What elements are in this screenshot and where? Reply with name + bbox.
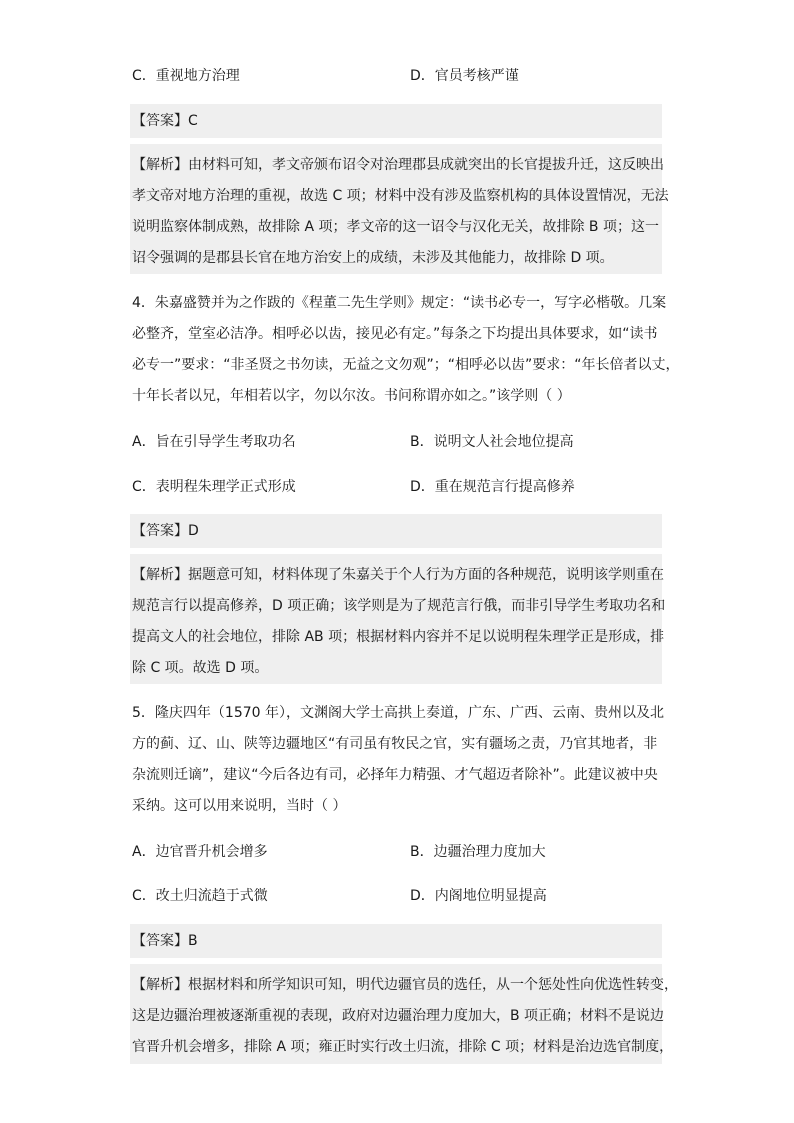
- q4-stem-line: 4．朱嘉盛赞并为之作跋的《程董二先生学则》规定：“读书必专一，写字必楷敬。几案: [132, 295, 667, 311]
- q5-answer-box: [130, 924, 662, 958]
- q4-answer: 【答案】D: [132, 523, 199, 539]
- q5-stem-line: 方的蓟、辽、山、陕等边疆地区“有司虽有牧民之官，实有疆场之责，乃官其地者，非: [132, 736, 658, 752]
- q3-analysis-line: 孝文帝对地方治理的重视，故选 C 项；材料中没有涉及监察机构的具体设置情况，无法: [132, 188, 669, 204]
- q4-option-a: A．旨在引导学生考取功名: [132, 434, 296, 450]
- q4-analysis-line: 除 C 项。故选 D 项。: [132, 660, 269, 676]
- q4-stem-line: 必专一”要求：“非圣贤之书勿读，无益之文勿观”；“相呼必以齿”要求：“年长倍者以丈，: [132, 357, 680, 373]
- q5-stem-line: 采纳。这可以用来说明，当时（ ）: [132, 798, 347, 814]
- q4-option-c: C．表明程朱理学正式形成: [132, 479, 296, 495]
- q5-option-b: B．边疆治理力度加大: [410, 844, 546, 860]
- q4-answer-box: [130, 514, 662, 548]
- q3-option-d: D．官员考核严谨: [410, 68, 519, 84]
- q5-analysis-line: 【解析】根据材料和所学知识可知，明代边疆官员的选任，从一个惩处性向优选性转变，: [132, 977, 678, 993]
- q5-stem-line: 5．隆庆四年（1570 年），文渊阁大学士高拱上奏道，广东、广西、云南、贵州以及北: [132, 705, 664, 721]
- q3-analysis-line: 【解析】由材料可知，孝文帝颁布诏令对治理郡县成就突出的长官提拔升迁，这反映出: [132, 157, 664, 173]
- q4-stem-line: 十年长者以兄，年相若以字，勿以尔汝。书问称谓亦如之。”该学则（ ）: [132, 388, 571, 404]
- q3-option-c: C．重视地方治理: [132, 68, 240, 84]
- q4-analysis-line: 【解析】据题意可知，材料体现了朱嘉关于个人行为方面的各种规范，说明该学则重在: [132, 567, 664, 583]
- q3-answer-box: [130, 104, 662, 138]
- q4-analysis-line: 提高文人的社会地位，排除 AB 项；根据材料内容并不足以说明程朱理学正是形成，排: [132, 629, 665, 645]
- q5-analysis-line: 官晋升机会增多，排除 A 项；雍正时实行改土归流，排除 C 项；材料是治边选官制度，: [132, 1039, 674, 1055]
- q4-option-d: D．重在规范言行提高修养: [410, 479, 575, 495]
- q5-stem-line: 杂流则迁谪”，建议“今后各边有司，必择年力精强、才气超迈者除补”。此建议被中央: [132, 767, 658, 783]
- q3-analysis-line: 说明监察体制成熟，故排除 A 项；孝文帝的这一诏令与汉化无关，故排除 B 项；这一: [132, 219, 659, 235]
- q3-answer: 【答案】C: [132, 113, 198, 129]
- q4-stem-line: 必整齐，堂室必洁净。相呼必以齿，接见必有定。”每条之下均提出具体要求，如“读书: [132, 326, 658, 342]
- q3-analysis-line: 诏令强调的是郡县长官在地方治安上的成绩，未涉及其他能力，故排除 D 项。: [132, 250, 614, 266]
- q5-analysis-line: 这是边疆治理被逐渐重视的表现，政府对边疆治理力度加大，B 项正确；材料不是说边: [132, 1008, 665, 1024]
- q4-analysis-line: 规范言行以提高修养，D 项正确；该学则是为了规范言行俄，而非引导学生考取功名和: [132, 598, 666, 614]
- q5-answer: 【答案】B: [132, 933, 198, 949]
- q4-option-b: B．说明文人社会地位提高: [410, 434, 574, 450]
- q5-option-a: A．边官晋升机会增多: [132, 844, 268, 860]
- q5-option-d: D．内阁地位明显提高: [410, 888, 547, 904]
- q5-option-c: C．改土归流趋于式微: [132, 888, 268, 904]
